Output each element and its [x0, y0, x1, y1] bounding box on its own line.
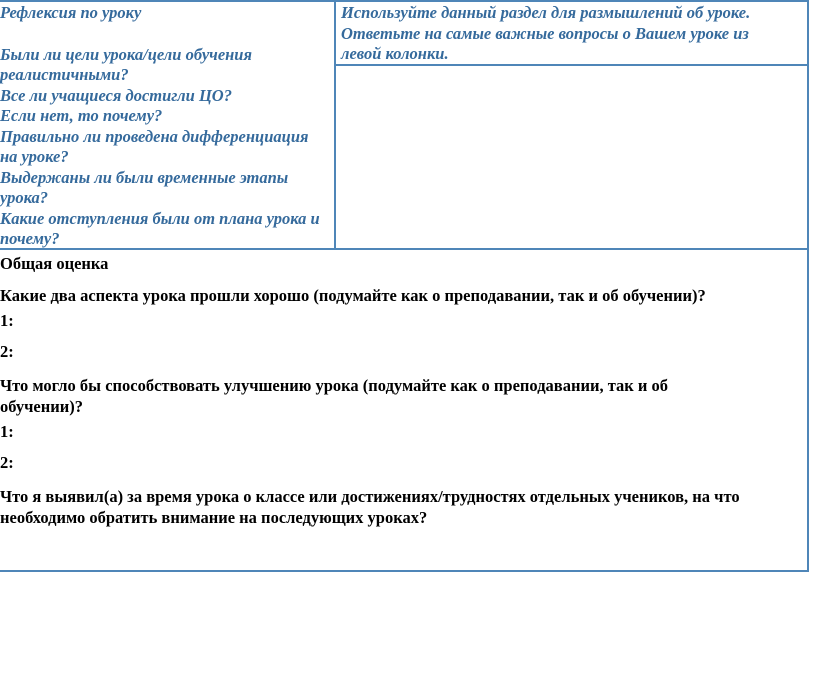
overall-question-1: Какие два аспекта урока прошли хорошо (подумайте как о преподавании, так и об обучении)? [0, 286, 706, 305]
reflection-question-line: на уроке? [0, 147, 69, 166]
table-border-top [0, 0, 809, 2]
overall-title: Общая оценка [0, 254, 109, 273]
table-border-bottom [0, 570, 809, 572]
table-border-right [807, 0, 809, 571]
table-border-mid-vertical [334, 0, 336, 249]
reflection-title: Рефлексия по уроку [0, 3, 142, 22]
reflection-question-line: урока? [0, 188, 49, 207]
overall-question-2-line-1: Что могло бы способствовать улучшению урока (подумайте как о преподавании, так и об [0, 376, 669, 395]
overall-q2-answer-1: 1: [0, 422, 14, 441]
reflection-question-line: Какие отступления были от плана урока и [0, 208, 320, 228]
overall-q2-answer-2: 2: [0, 453, 14, 472]
reflection-question-line: почему? [0, 229, 60, 248]
overall-q1-answer-2: 2: [0, 342, 14, 361]
instructions-line: левой колонки. [341, 44, 449, 63]
reflection-question-line: Все ли учащиеся достигли ЦО? [0, 85, 232, 105]
reflection-cell [0, 3, 330, 250]
instructions-line: Ответьте на самые важные вопросы о Вашем уроке из [341, 23, 749, 43]
overall-question-2-line-2: обучении)? [0, 397, 84, 416]
overall-question-3-line-1: Что я выявил(а) за время урока о классе или достижениях/трудностях отдельных учеников, на что [0, 487, 740, 506]
reflection-question-line: Выдержаны ли были временные этапы [0, 167, 289, 187]
reflection-question-line: реалистичными? [0, 65, 129, 84]
instructions-line: Используйте данный раздел для размышлений об уроке. [341, 3, 751, 22]
reflection-question-line: Правильно ли проведена дифференциация [0, 126, 309, 146]
overall-q1-answer-1: 1: [0, 311, 14, 330]
instructions-cell [341, 3, 801, 65]
reflection-question-line: Если нет, то почему? [0, 106, 163, 125]
overall-question-3-line-2: необходимо обратить внимание на последующих уроках? [0, 508, 428, 527]
reflection-question-line: Были ли цели урока/цели обучения [0, 44, 252, 64]
